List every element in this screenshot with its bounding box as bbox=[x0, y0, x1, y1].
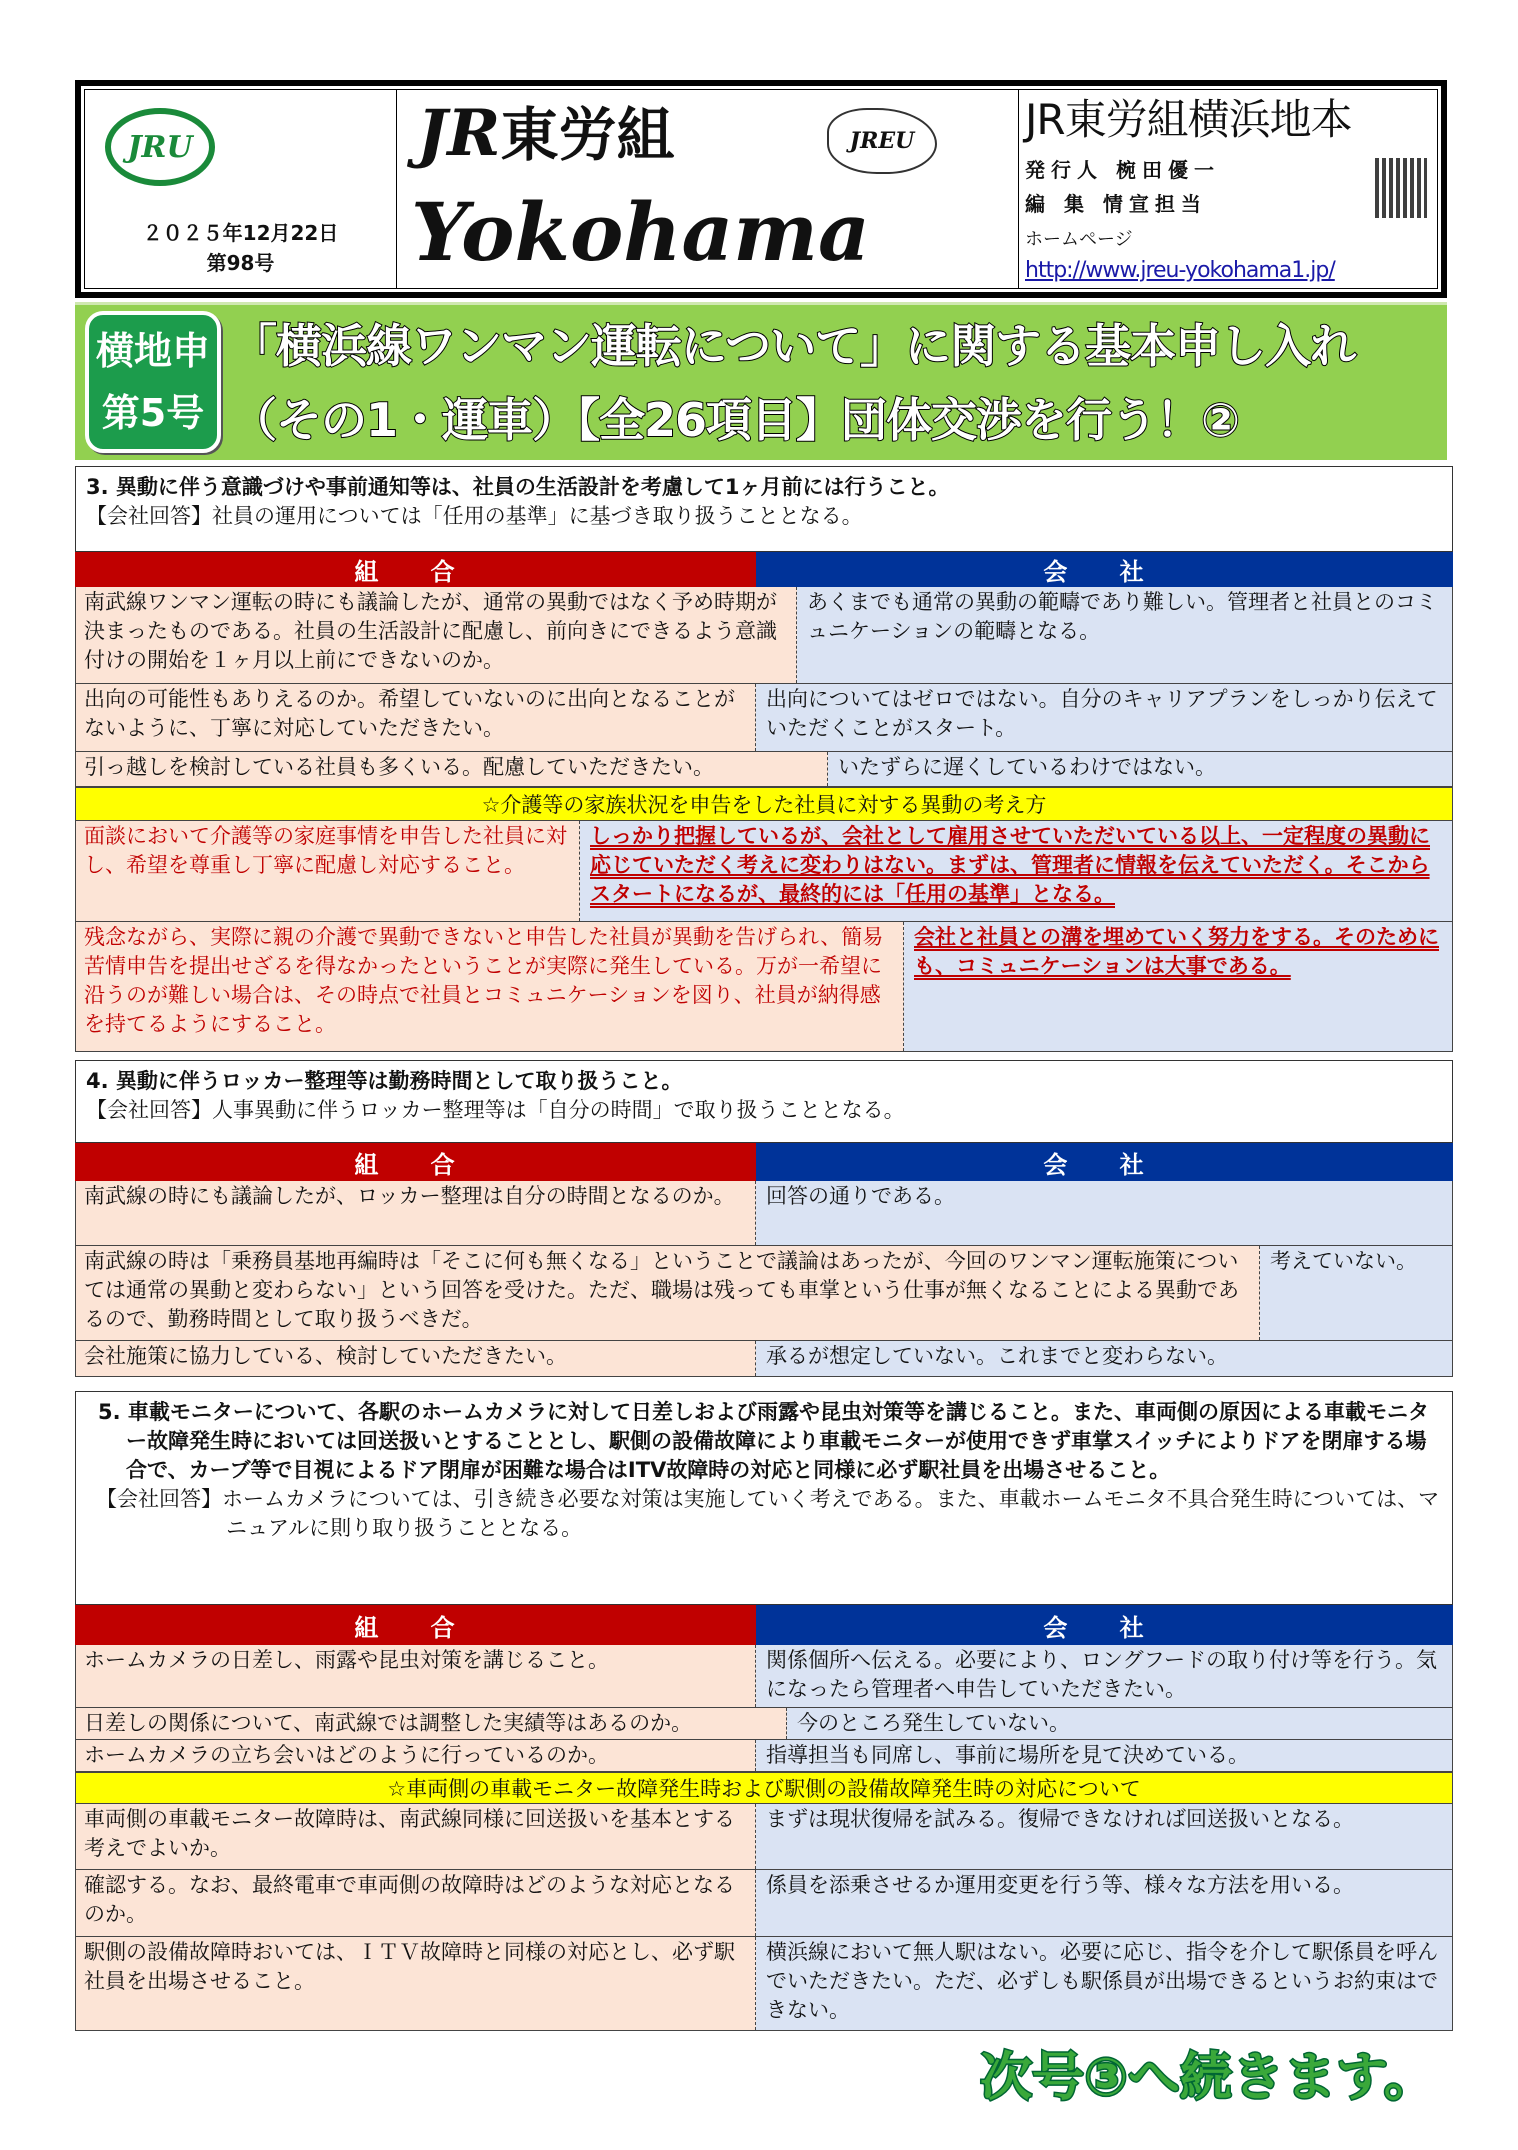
company-response: 出向についてはゼロではない。自分のキャリアプランをしっかり伝えていただくことがスタート。 bbox=[756, 684, 1453, 751]
union-column-header: 組 合 bbox=[75, 552, 756, 587]
company-response: 関係個所へ伝える。必要により、ロングフードの取り付け等を行う。気になったら管理者へ申告していただきたい。 bbox=[756, 1645, 1453, 1707]
issue-number: 第98号 bbox=[206, 251, 275, 275]
table-row bbox=[75, 1740, 1453, 1772]
masthead bbox=[75, 80, 1447, 298]
table-header bbox=[75, 552, 1453, 587]
badge-line2: 第5号 bbox=[101, 391, 205, 435]
jru-logo: JRU bbox=[105, 108, 215, 186]
company-answer: 【会社回答】社員の運用については「任用の基準」に基づき取り扱うこととなる。 bbox=[86, 504, 863, 528]
publisher: 発行人 椀田優一 bbox=[1025, 158, 1220, 182]
masthead-title: JR東労組 bbox=[417, 96, 675, 171]
issue-date: ２０２５年12月22日 bbox=[142, 221, 339, 245]
subheading-bar: ☆車両側の車載モニター故障発生時および駅側の設備故障発生時の対応について bbox=[75, 1772, 1453, 1804]
table-row bbox=[75, 752, 1453, 787]
company-response: しっかり把握しているが、会社として雇用させていただいている以上、一定程度の異動に応じていただく考えに変わりはない。まずは、管理者に情報を伝えていただく。そこからスタートになるが、最終的には「任用の基準」となる。 bbox=[580, 821, 1453, 921]
question-text: 4. 異動に伴うロッカー整理等は勤務時間として取り扱うこと。 bbox=[86, 1069, 683, 1093]
homepage-link[interactable]: http://www.jreu-yokohama1.jp/ bbox=[1025, 258, 1335, 283]
question-box bbox=[75, 1060, 1453, 1143]
company-response: 会社と社員との溝を埋めていく努力をする。そのためにも、コミュニケーションは大事である。 bbox=[904, 922, 1453, 1051]
masthead-city: Yokohama bbox=[411, 185, 870, 279]
headline-line1: 「横浜線ワンマン運転について」に関する基本申し入れ bbox=[231, 319, 1356, 373]
subheading-bar: ☆介護等の家族状況を申告をした社員に対する異動の考え方 bbox=[75, 787, 1453, 821]
company-response: 横浜線において無人駅はない。必要に応じ、指令を介して駅係員を呼んでいただきたい。ただ、必ずしも駅係員が出場できるというお約束はできない。 bbox=[756, 1937, 1453, 2030]
company-response: 今のところ発生していない。 bbox=[787, 1708, 1453, 1739]
table-header bbox=[75, 1143, 1453, 1181]
company-response: 指導担当も同席し、事前に場所を見て決めている。 bbox=[756, 1740, 1453, 1771]
union-statement: 車両側の車載モニター故障時は、南武線同様に回送扱いを基本とする考えでよいか。 bbox=[75, 1804, 756, 1869]
union-statement: ホームカメラの日差し、雨露や昆虫対策を講じること。 bbox=[75, 1645, 756, 1707]
company-response: 承るが想定していない。これまでと変わらない。 bbox=[756, 1341, 1453, 1376]
table-row bbox=[75, 1804, 1453, 1870]
company-response: 回答の通りである。 bbox=[756, 1181, 1453, 1245]
table-row bbox=[75, 1246, 1453, 1341]
headline-line2: （その1・運車）【全26項目】団体交渉を行う！② bbox=[231, 393, 1239, 447]
union-column-header: 組 合 bbox=[75, 1143, 756, 1181]
company-response: 係員を添乗させるか運用変更を行う等、様々な方法を用いる。 bbox=[756, 1870, 1453, 1936]
table-row bbox=[75, 684, 1453, 752]
company-column-header: 会 社 bbox=[756, 1605, 1453, 1645]
union-statement: 南武線の時は「乗務員基地再編時は「そこに何も無くなる」ということで議論はあったが、今回のワンマン運転施策については通常の異動と変わらない」という回答を受けた。ただ、職場は残っても車掌という仕事が無くなることによる異動であるので、勤務時間として取り扱うべきだ。 bbox=[75, 1246, 1260, 1340]
question-box bbox=[75, 466, 1453, 552]
table-header bbox=[75, 1605, 1453, 1645]
badge-line1: 横地申 bbox=[95, 329, 210, 373]
table-row bbox=[75, 1181, 1453, 1246]
union-statement: 出向の可能性もありえるのか。希望していないのに出向となることがないように、丁寧に対応していただきたい。 bbox=[75, 684, 756, 751]
table-row bbox=[75, 587, 1453, 684]
homepage-label: ホームページ bbox=[1025, 229, 1133, 250]
union-statement: 南武線ワンマン運転の時にも議論したが、通常の異動ではなく予め時期が決まったものである。社員の生活設計に配慮し、前向きにできるよう意識付けの開始を１ヶ月以上前にできないのか。 bbox=[75, 587, 797, 683]
union-column-header: 組 合 bbox=[75, 1605, 756, 1645]
company-response: 考えていない。 bbox=[1260, 1246, 1453, 1340]
jreu-emblem: JREU bbox=[827, 108, 937, 174]
company-response: あくまでも通常の異動の範疇であり難しい。管理者と社員とのコミュニケーションの範疇となる。 bbox=[797, 587, 1453, 683]
qr-code-icon bbox=[1375, 158, 1427, 218]
table-row bbox=[75, 821, 1453, 922]
question-text: 5. 車載モニターについて、各駅のホームカメラに対して日差しおよび雨露や昆虫対策等を講じること。また、車両側の原因による車載モニター故障発生時においては回送扱いとすることとし、駅側の設備故障により車載モニターが使用できず車掌スイッチによりドアを閉扉する場合で、カーブ等で目視によるドア閉扉が困難な場合はITV故障時の対応と同様に必ず駅社員を出場させること。 bbox=[98, 1400, 1430, 1482]
table-row bbox=[75, 1870, 1453, 1937]
union-statement: 日差しの関係について、南武線では調整した実績等はあるのか。 bbox=[75, 1708, 787, 1739]
company-response: まずは現状復帰を試みる。復帰できなければ回送扱いとなる。 bbox=[756, 1804, 1453, 1869]
union-statement: 引っ越しを検討している社員も多くいる。配慮していただきたい。 bbox=[75, 752, 828, 786]
union-statement: 南武線の時にも議論したが、ロッカー整理は自分の時間となるのか。 bbox=[75, 1181, 756, 1245]
table-row bbox=[75, 1341, 1453, 1377]
headline-banner bbox=[75, 302, 1447, 460]
union-statement: 確認する。なお、最終電車で車両側の故障時はどのような対応となるのか。 bbox=[75, 1870, 756, 1936]
table-row bbox=[75, 1645, 1453, 1708]
issue-badge bbox=[85, 311, 221, 453]
table-row bbox=[75, 1937, 1453, 2031]
union-statement: 会社施策に協力している、検討していただきたい。 bbox=[75, 1341, 756, 1376]
company-response: いたずらに遅くしているわけではない。 bbox=[828, 752, 1453, 786]
editor: 編 集 情宣担当 bbox=[1025, 192, 1207, 216]
question-box bbox=[75, 1391, 1453, 1605]
union-statement: 残念ながら、実際に親の介護で異動できないと申告した社員が異動を告げられ、簡易苦情申告を提出せざるを得なかったということが実際に発生している。万が一希望に沿うのが難しい場合は、その時点で社員とコミュニケーションを図り、社員が納得感を持てるようにすること。 bbox=[75, 922, 904, 1051]
company-column-header: 会 社 bbox=[756, 1143, 1453, 1181]
company-answer: 【会社回答】ホームカメラについては、引き続き必要な対策は実施していく考えである。また、車載ホームモニタ不具合発生時については、マニュアルに則り取り扱うこととなる。 bbox=[96, 1487, 1440, 1540]
org-name: JR東労組横浜地本 bbox=[1025, 95, 1352, 144]
union-statement: 面談において介護等の家庭事情を申告した社員に対し、希望を尊重し丁寧に配慮し対応すること。 bbox=[75, 821, 580, 921]
table-row bbox=[75, 922, 1453, 1052]
union-statement: ホームカメラの立ち会いはどのように行っているのか。 bbox=[75, 1740, 756, 1771]
continued-notice: 次号③へ続きます。 bbox=[980, 2048, 1436, 2108]
company-column-header: 会 社 bbox=[756, 552, 1453, 587]
table-row bbox=[75, 1708, 1453, 1740]
company-answer: 【会社回答】人事異動に伴うロッカー整理等は「自分の時間」で取り扱うこととなる。 bbox=[86, 1098, 905, 1122]
question-text: 3. 異動に伴う意識づけや事前通知等は、社員の生活設計を考慮して1ヶ月前には行うこと。 bbox=[86, 475, 950, 499]
union-statement: 駅側の設備故障時おいては、ＩＴＶ故障時と同様の対応とし、必ず駅社員を出場させること。 bbox=[75, 1937, 756, 2030]
